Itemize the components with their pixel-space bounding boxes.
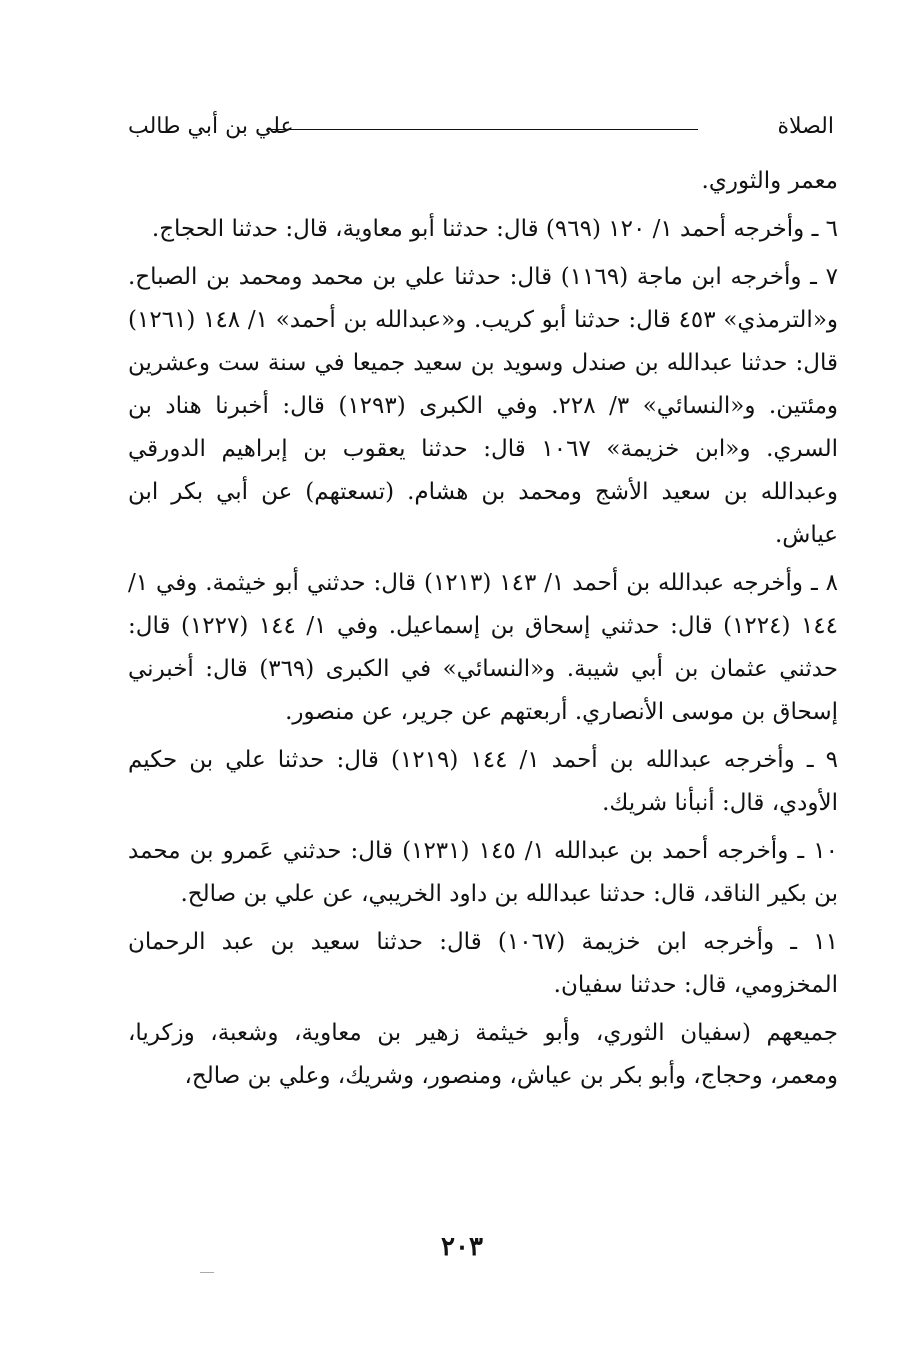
paragraph-10: ١٠ ـ وأخرجه أحمد بن عبدالله ١/ ١٤٥ (١٢٣١) قال: حدثني عَمرو بن محمد بن بكير الناقد، قال: حدثنا عبدالله بن داود الخريبي، عن علي بن صالح.: [128, 838, 838, 907]
paragraph-summary: جميعهم (سفيان الثوري، وأبو خيثمة زهير بن معاوية، وشعبة، وزكريا، ومعمر، وحجاج، وأبو بكر بن عياش، ومنصور، وشريك، وعلي بن صالح،: [128, 1020, 838, 1089]
paragraph-continuation: معمر والثوري.: [701, 168, 838, 194]
page-number: ٢٠٣: [441, 1232, 483, 1262]
header-rule: [268, 129, 698, 130]
page-body: [128, 160, 838, 1103]
paragraph-8: ٨ ـ وأخرجه عبدالله بن أحمد ١/ ١٤٣ (١٢١٣) قال: حدثني أبو خيثمة. وفي ١/ ١٤٤ (١٢٢٤) قال: حدثني إسحاق بن إسماعيل. وفي ١/ ١٤٤ (١٢٢٧) قال: حدثني عثمان بن أبي شيبة. و«النسائي» في الكبرى (٣٦٩) قال: أخبرني إسحاق بن موسى الأنصاري. أربعتهم عن جرير، عن منصور.: [128, 570, 839, 725]
paragraph-7: ٧ ـ وأخرجه ابن ماجة (١١٦٩) قال: حدثنا علي بن محمد ومحمد بن الصباح. و«الترمذي» ٤٥٣ قال: حدثنا أبو كريب. و«عبدالله بن أحمد» ١/ ١٤٨ (١٢٦١) قال: حدثنا عبدالله بن صندل وسويد بن سعيد جميعا في سنة ست وعشرين ومئتين. و«النسائي» ٣/ ٢٢٨. وفي الكبرى (١٢٩٣) قال: أخبرنا هناد بن السري. و«ابن خزيمة» ١٠٦٧ قال: حدثنا يعقوب بن إبراهيم الدورقي وعبدالله بن سعيد الأشج ومحمد بن هشام. (تسعتهم) عن أبي بكر ابن عياش.: [128, 264, 839, 548]
book-author: علي بن أبي طالب: [128, 114, 294, 139]
paragraph-11: ١١ ـ وأخرجه ابن خزيمة (١٠٦٧) قال: حدثنا سعيد بن عبد الرحمان المخزومي، قال: حدثنا سفيان.: [128, 929, 838, 998]
running-header: [128, 112, 834, 152]
paragraph-9: ٩ ـ وأخرجه عبدالله بن أحمد ١/ ١٤٤ (١٢١٩) قال: حدثنا علي بن حكيم الأودي، قال: أنبأنا شريك.: [128, 747, 838, 816]
scan-mark: [200, 1272, 214, 1273]
chapter-title: الصلاة: [777, 114, 834, 139]
paragraph-6: ٦ ـ وأخرجه أحمد ١/ ١٢٠ (٩٦٩) قال: حدثنا أبو معاوية، قال: حدثنا الحجاج.: [151, 216, 838, 242]
